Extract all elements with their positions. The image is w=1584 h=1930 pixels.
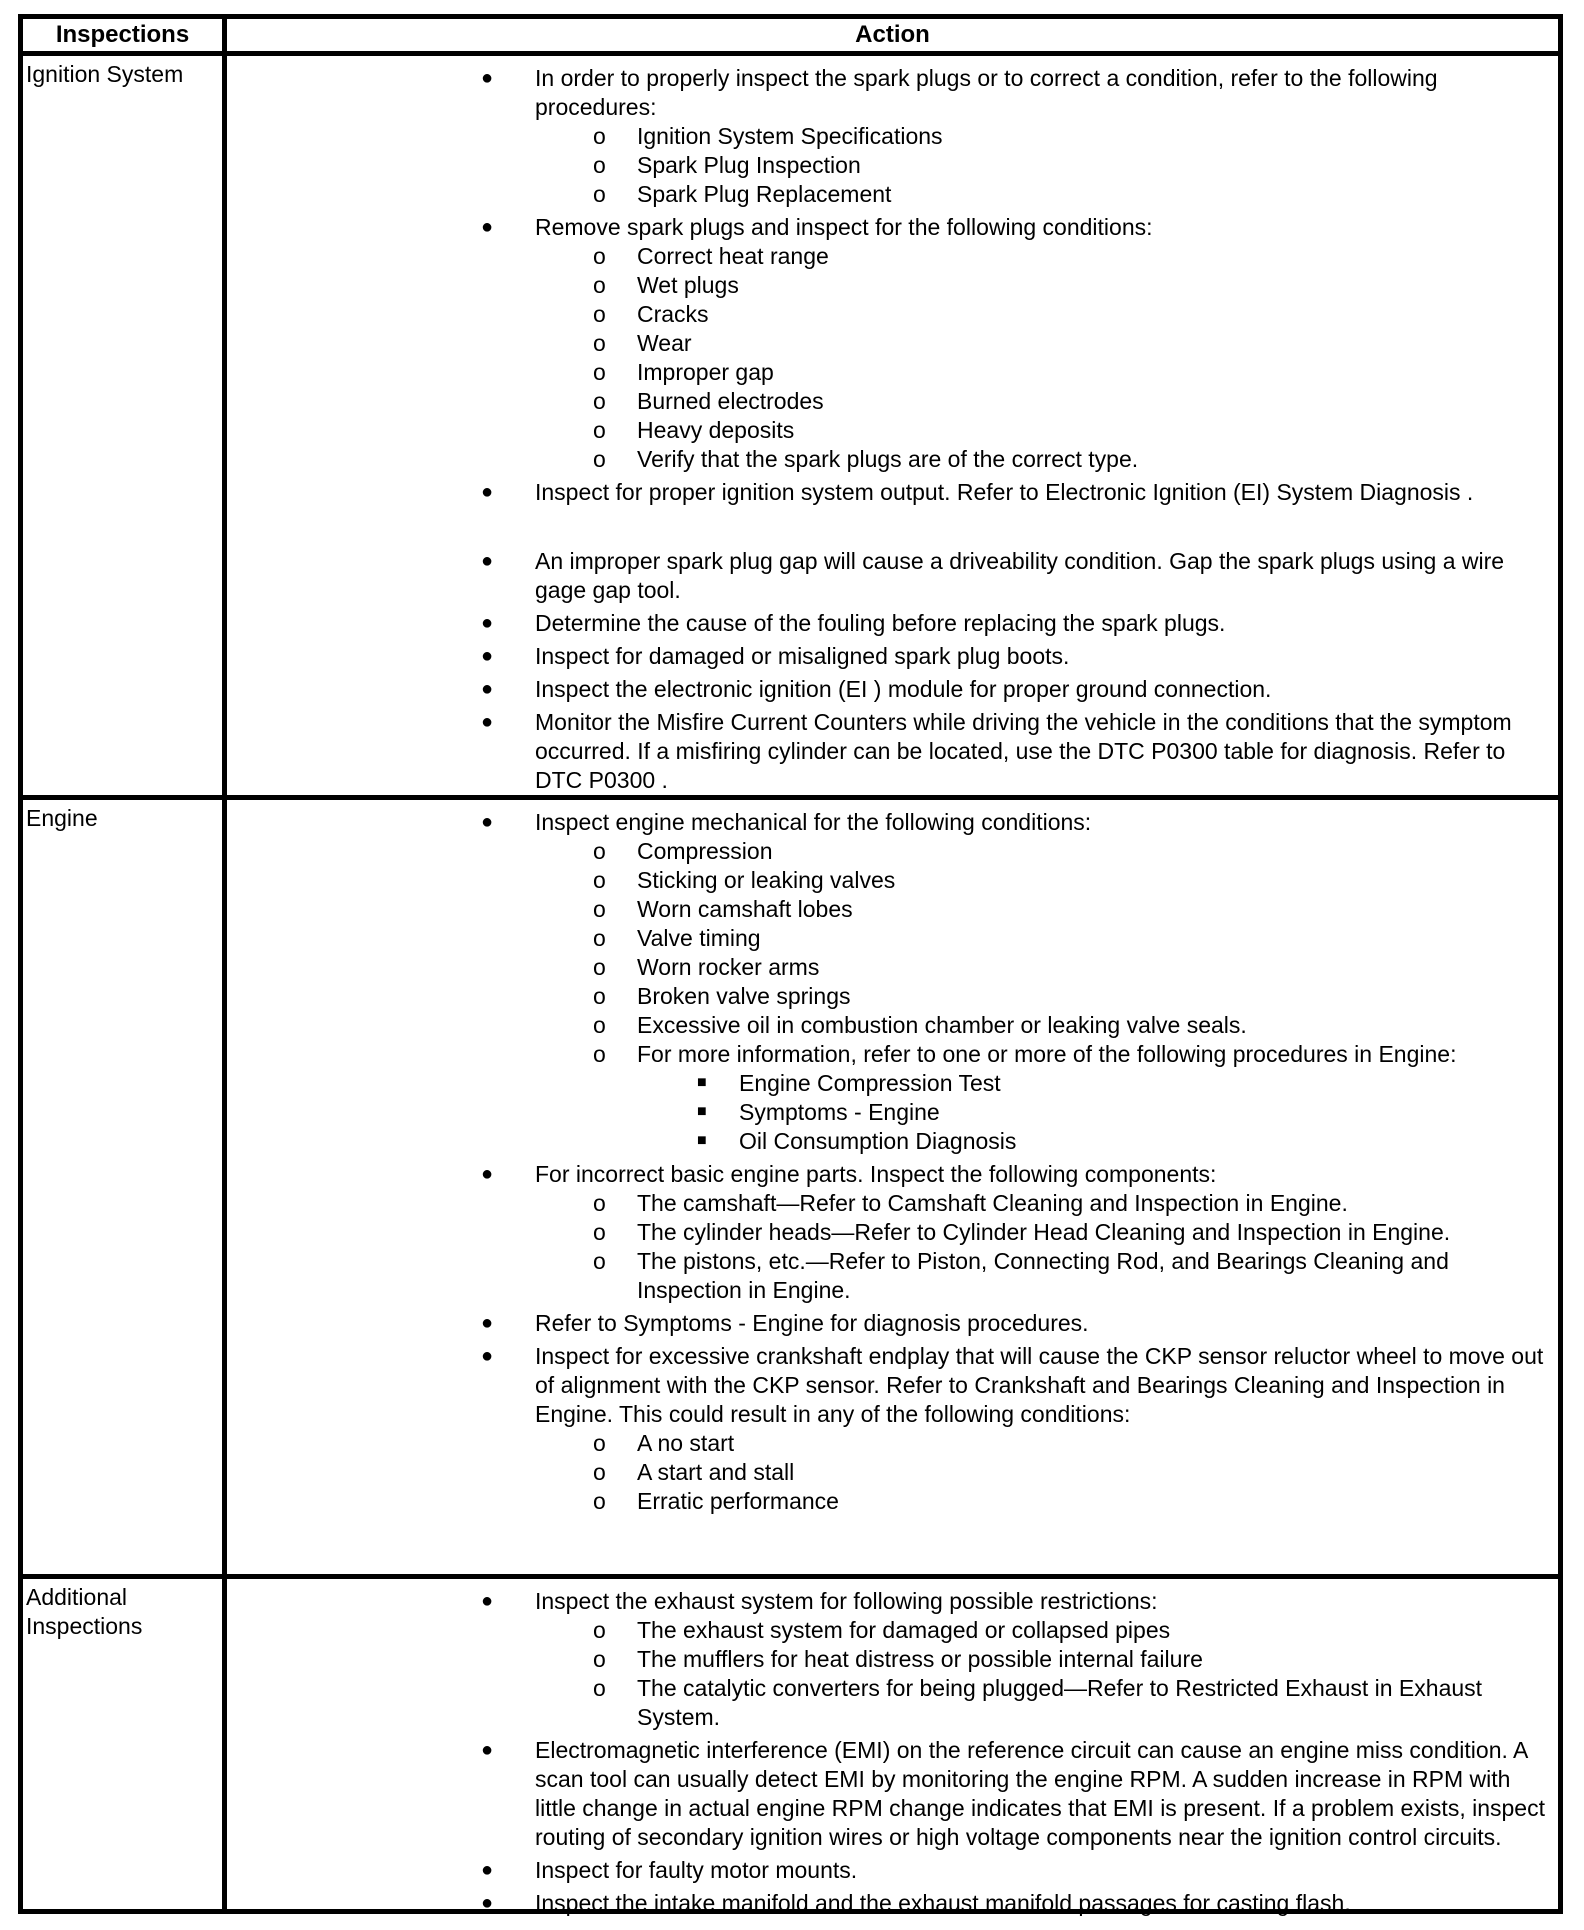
row-actions-additional-inspections <box>227 1587 1558 1918</box>
list-subitem: o Compression <box>593 838 773 864</box>
list-subsubitem: ■ Symptoms - Engine <box>697 1099 940 1125</box>
list-item: ● Monitor the Misfire Current Counters while driving the vehicle in the conditions that the symptom occurred. If a misfiring cylinder can be located, use the DTC P0300 table for diagnosis. Refer to DTC P0300 . <box>481 709 1512 793</box>
list-item: ● Inspect the intake manifold and the exhaust manifold passages for casting flash. <box>481 1890 1351 1916</box>
table-border-right <box>1558 14 1563 1914</box>
row-label-engine: Engine <box>26 805 98 831</box>
list-subitem: o Improper gap <box>593 359 774 385</box>
list-subsubitem: ■ Engine Compression Test <box>697 1070 1001 1096</box>
list-item: ● Electromagnetic interference (EMI) on the reference circuit can cause an engine miss condition. A scan tool can usually detect EMI by monitoring the engine RPM. A sudden increase in RPM with little change in actual engine RPM change indicates that EMI is present. If a problem exists, inspect routing of secondary ignition wires or high voltage components near the ignition control circuits. <box>481 1737 1545 1850</box>
list-subitem: o A start and stall <box>593 1459 795 1485</box>
list-subitem: o Cracks <box>593 301 709 327</box>
row-separator-2 <box>18 1574 1563 1579</box>
list-item: ● An improper spark plug gap will cause a driveability condition. Gap the spark plugs using a wire gage gap tool. <box>481 548 1505 603</box>
list-subitem: o Correct heat range <box>593 243 829 269</box>
list-subitem: o The pistons, etc.—Refer to Piston, Connecting Rod, and Bearings Cleaning and Inspection in Engine. <box>593 1248 1449 1303</box>
list-subitem: o For more information, refer to one or more of the following procedures in Engine: <box>593 1041 1457 1067</box>
list-subitem: o Worn rocker arms <box>593 954 820 980</box>
list-subitem: o Heavy deposits <box>593 417 795 443</box>
list-item: ● Inspect for damaged or misaligned spark plug boots. <box>481 643 1070 669</box>
list-subitem: o The mufflers for heat distress or possible internal failure <box>593 1646 1203 1672</box>
list-subitem: o Ignition System Specifications <box>593 123 943 149</box>
list-subitem: o Valve timing <box>593 925 761 951</box>
header-action: Action <box>855 21 930 48</box>
list-item: ● Inspect the exhaust system for following possible restrictions: <box>481 1588 1158 1614</box>
list-item: ● Determine the cause of the fouling before replacing the spark plugs. <box>481 610 1226 636</box>
list-subitem: o A no start <box>593 1430 735 1456</box>
row-actions-ignition-system <box>227 64 1558 795</box>
list-item: ● In order to properly inspect the spark plugs or to correct a condition, refer to the following procedures: <box>481 65 1438 120</box>
list-subitem: o Worn camshaft lobes <box>593 896 853 922</box>
list-item: ● Inspect engine mechanical for the following conditions: <box>481 809 1092 835</box>
list-subitem: o Erratic performance <box>593 1488 839 1514</box>
list-item: ● For incorrect basic engine parts. Inspect the following components: <box>481 1161 1217 1187</box>
list-subitem: o Sticking or leaking valves <box>593 867 896 893</box>
row-label-ignition-system: Ignition System <box>26 61 184 87</box>
list-item: ● Refer to Symptoms - Engine for diagnosis procedures. <box>481 1310 1089 1336</box>
list-subitem: o Verify that the spark plugs are of the correct type. <box>593 446 1139 472</box>
row-label-additional-inspections: Additional Inspections <box>26 1584 143 1639</box>
list-subitem: o The camshaft—Refer to Camshaft Cleaning and Inspection in Engine. <box>593 1190 1348 1216</box>
list-subitem: o The catalytic converters for being plugged—Refer to Restricted Exhaust in Exhaust System. <box>593 1675 1483 1730</box>
list-subitem: o Burned electrodes <box>593 388 824 414</box>
list-item: ● Inspect for excessive crankshaft endplay that will cause the CKP sensor reluctor wheel to move out of alignment with the CKP sensor. Refer to Crankshaft and Bearings Cleaning and Inspection in Engine. This could result in any of the following conditions: <box>481 1343 1544 1427</box>
list-subitem: o Excessive oil in combustion chamber or leaking valve seals. <box>593 1012 1247 1038</box>
list-subitem: o Spark Plug Inspection <box>593 152 861 178</box>
header-inspections: Inspections <box>55 21 190 48</box>
list-item: ● Inspect for faulty motor mounts. <box>481 1857 858 1883</box>
list-subitem: o The cylinder heads—Refer to Cylinder Head Cleaning and Inspection in Engine. <box>593 1219 1451 1245</box>
list-subitem: o Broken valve springs <box>593 983 851 1009</box>
table-border-left <box>18 14 23 1914</box>
list-item: ● Inspect for proper ignition system output. Refer to Electronic Ignition (EI) System Diagnosis . <box>481 479 1474 505</box>
header-separator <box>18 51 1563 56</box>
list-subitem: o Wear <box>593 330 692 356</box>
list-item: ● Remove spark plugs and inspect for the following conditions: <box>481 214 1153 240</box>
list-subsubitem: ■ Oil Consumption Diagnosis <box>697 1128 1017 1154</box>
inspection-table <box>18 14 1563 1914</box>
list-subitem: o Spark Plug Replacement <box>593 181 892 207</box>
list-subitem: o Wet plugs <box>593 272 739 298</box>
row-separator-1 <box>18 795 1563 800</box>
list-subitem: o The exhaust system for damaged or collapsed pipes <box>593 1617 1171 1643</box>
row-actions-engine <box>227 808 1558 1516</box>
list-item: ● Inspect the electronic ignition (EI ) module for proper ground connection. <box>481 676 1272 702</box>
